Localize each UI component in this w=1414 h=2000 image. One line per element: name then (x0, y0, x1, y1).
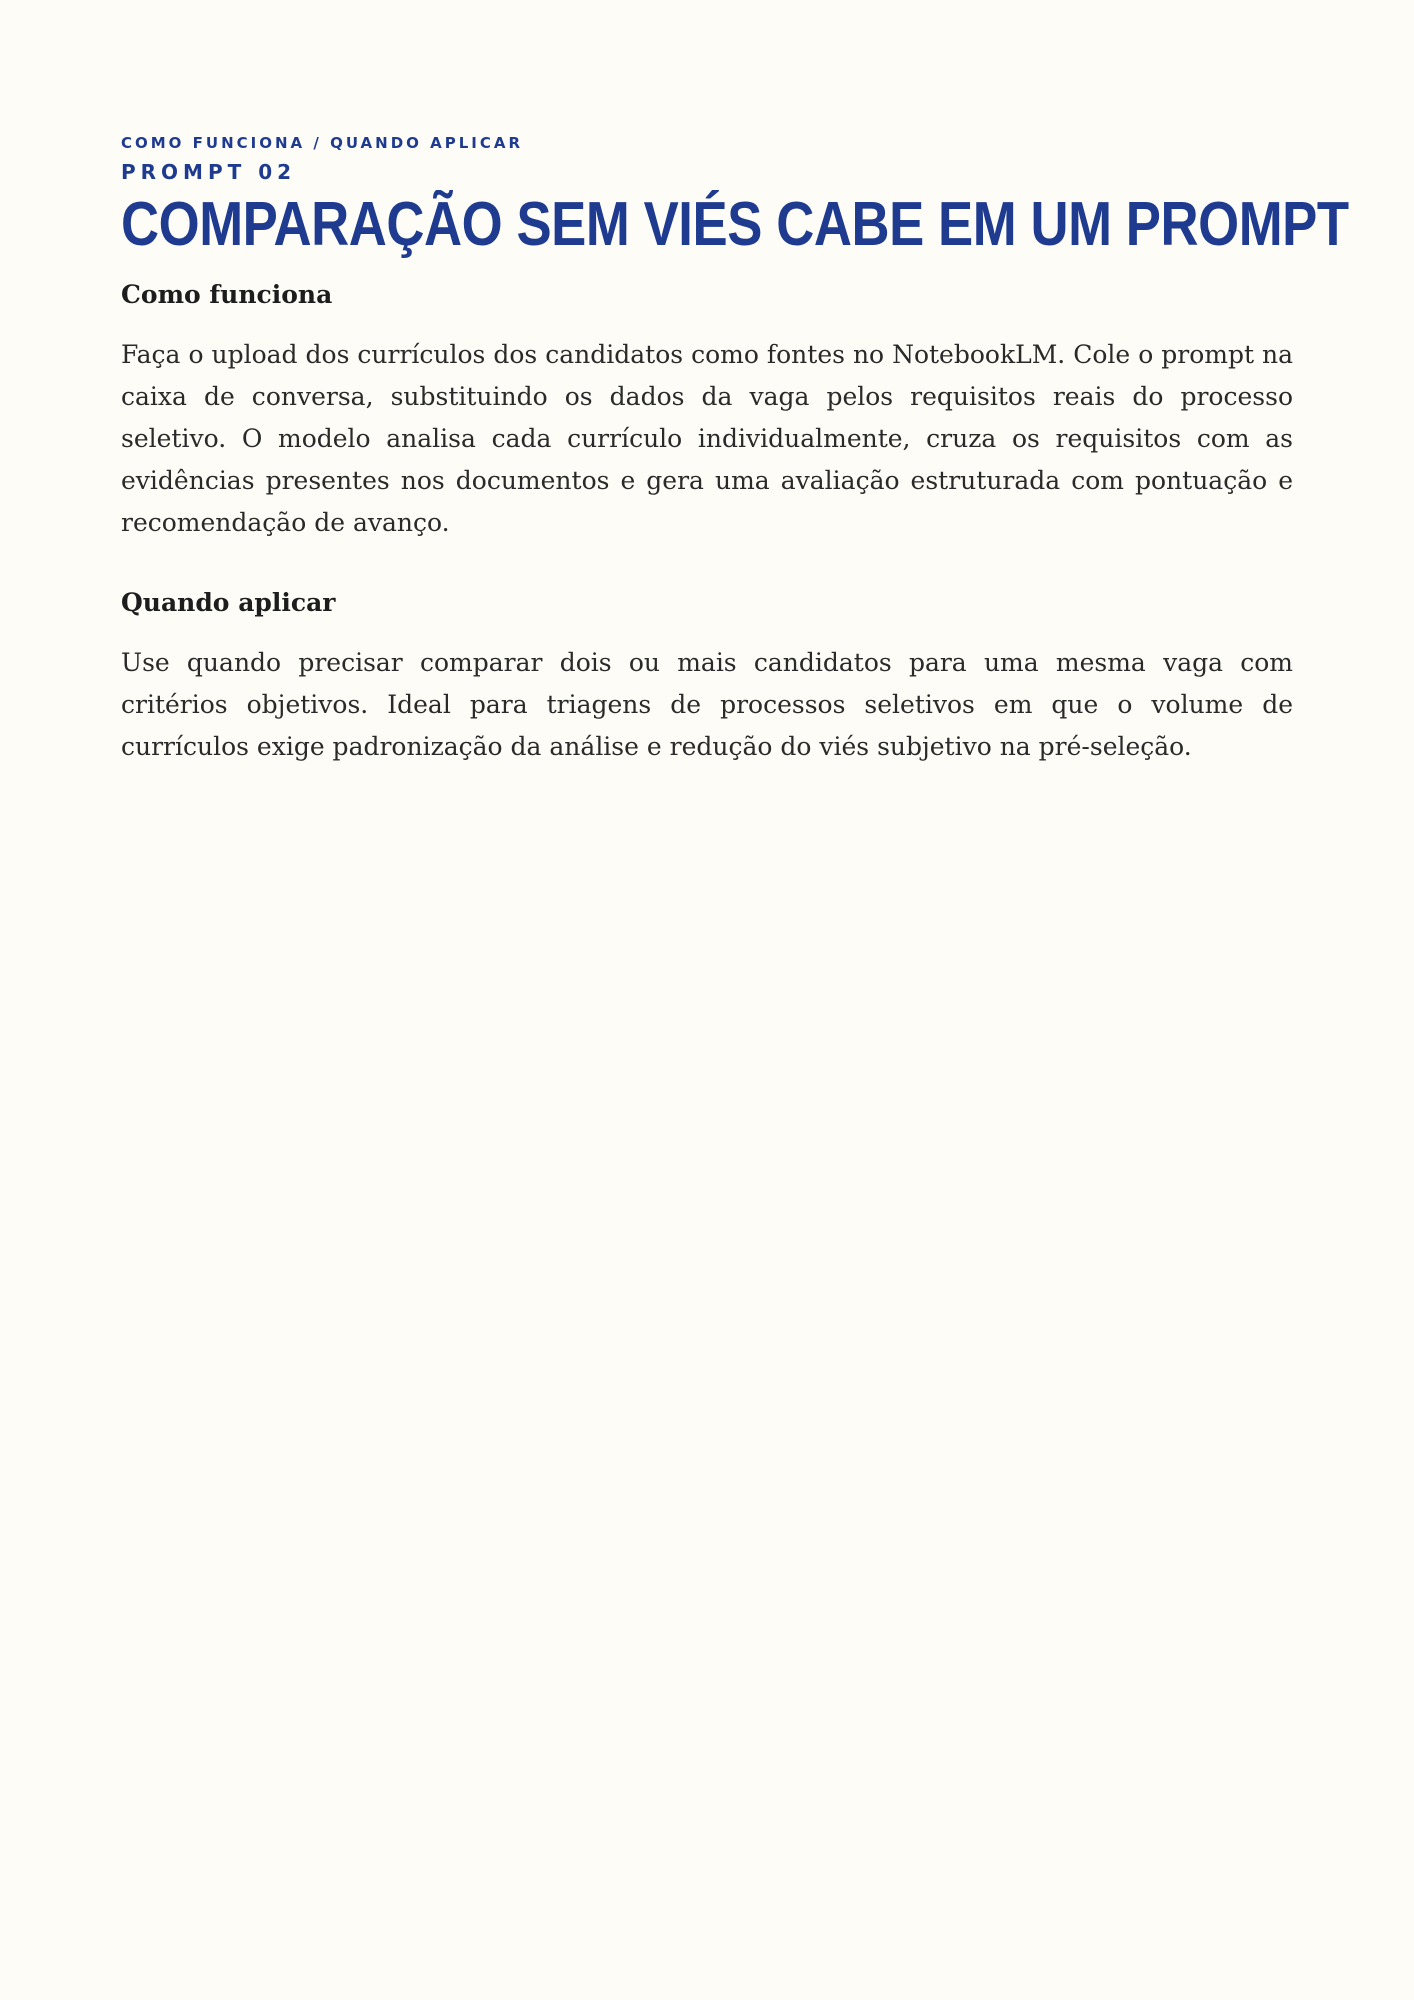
page-title: COMPARAÇÃO SEM VIÉS CABE EM UM PROMPT (121, 190, 1349, 259)
how-it-works-heading: Como funciona (121, 280, 333, 309)
document-page (121, 130, 1349, 768)
how-it-works-body: Faça o upload dos currículos dos candidatos como fontes no NotebookLM. Cole o prompt na caixa de conversa, substituindo os dados da vaga pelos requisitos reais do processo seletivo. O modelo analisa cada currículo individualmente, cruza os requisitos com as evidências presentes nos documentos e gera uma avaliação estruturada com pontuação e recomendação de avanço. (121, 340, 1293, 537)
section-spacer (121, 544, 1293, 586)
when-to-apply-body: Use quando precisar comparar dois ou mais candidatos para uma mesma vaga com critérios objetivos. Ideal para triagens de processos seletivos em que o volume de currículos exige padronização da análise e redução do viés subjetivo na pré-seleção. (121, 648, 1293, 761)
section-label: COMO FUNCIONA / QUANDO APLICAR (121, 134, 524, 152)
prompt-label: PROMPT 02 (121, 160, 297, 184)
when-to-apply-heading: Quando aplicar (121, 588, 336, 617)
